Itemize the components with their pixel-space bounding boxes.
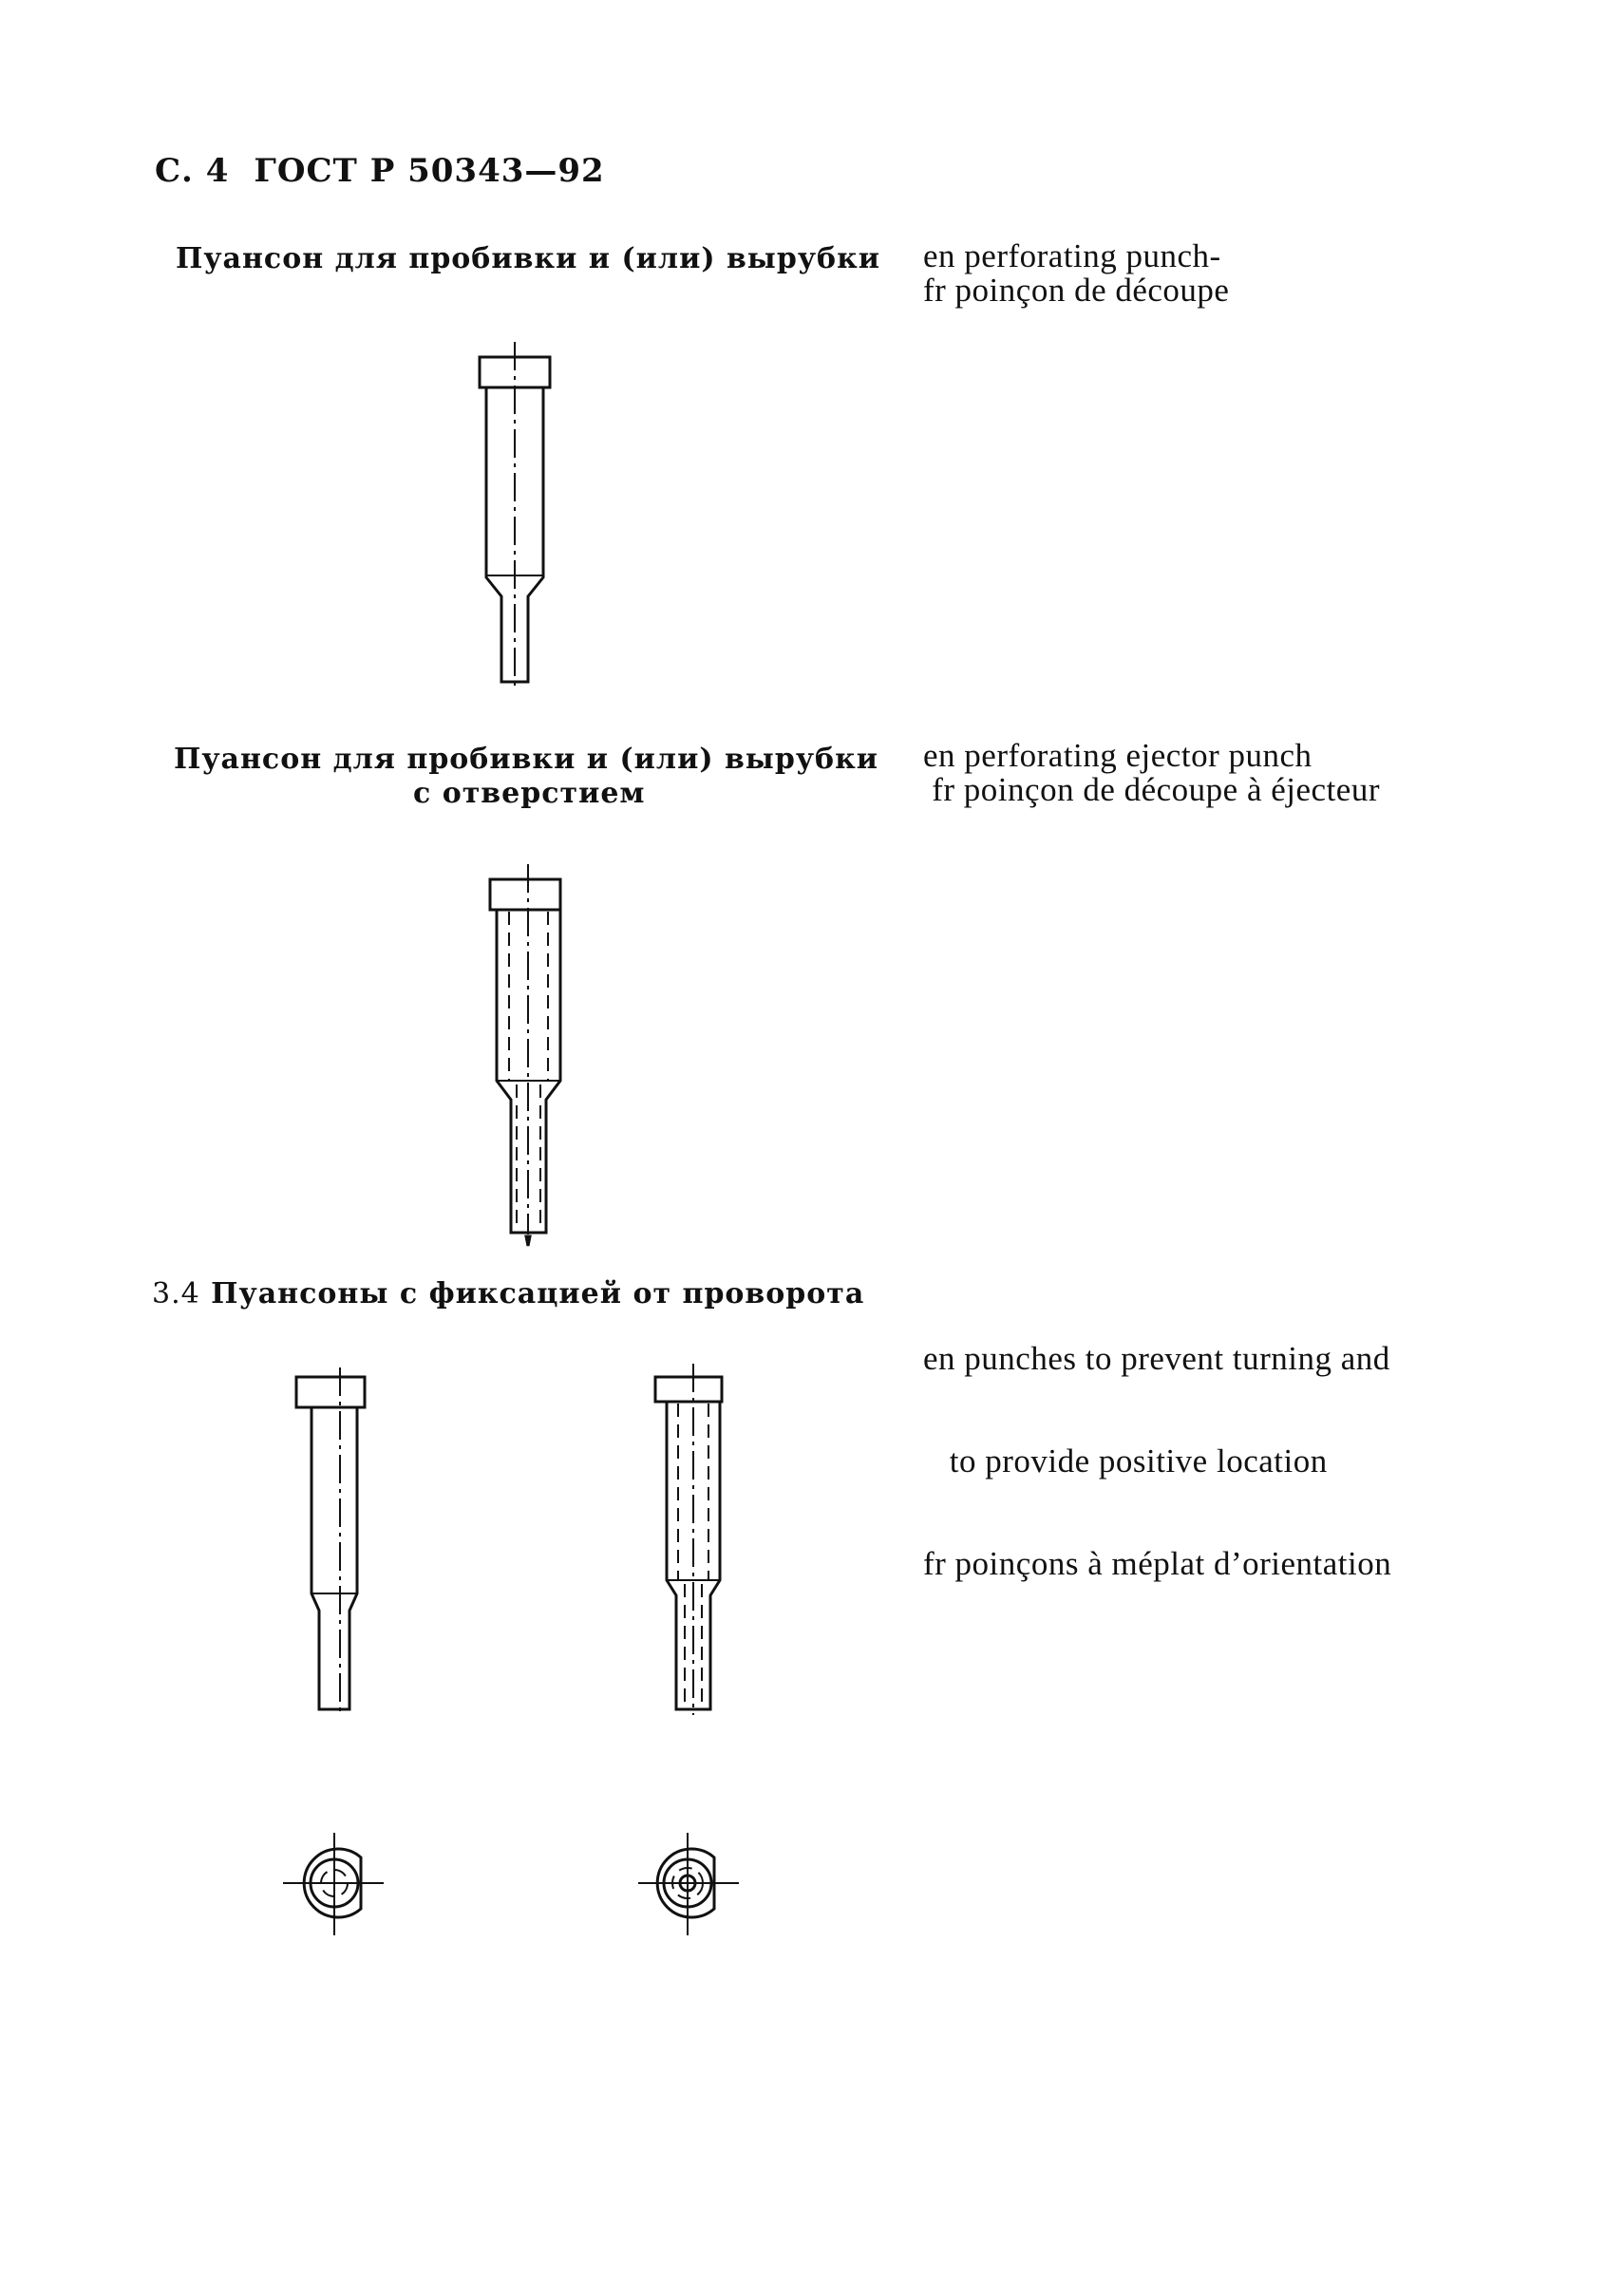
term-3-4-en-line-1: en punches to prevent turning and [923,1340,1390,1377]
term-3-4-fr: fr poinçons à méplat d’orientation [923,1545,1392,1582]
term-3-4-number: 3.4 [152,1277,200,1310]
term-2-fr: fr poinçon de découpe à éjecteur [923,771,1380,808]
anti-rotation-punch-end-view [283,1833,384,1935]
term-2-ru-line-1: Пуансон для пробивки и (или) вырубки [174,743,878,776]
anti-rotation-ejector-punch-end-view [638,1833,739,1935]
term-1-en: en perforating punch- [923,237,1221,274]
anti-rotation-punch-drawing [296,1367,365,1717]
perforating-punch-drawing [480,342,550,691]
term-2-en: en perforating ejector punch [923,737,1312,774]
term-1-fr: fr poinçon de découpe [923,272,1230,309]
anti-rotation-ejector-punch-drawing [655,1364,722,1715]
term-3-4-en-line-2: to provide positive location [923,1442,1328,1480]
standard-number: ГОСТ Р 50343—92 [254,152,605,190]
term-3-4-ru: Пуансоны с фиксацией от проворота [211,1277,865,1310]
term-2-ru-line-2: с отверстием [413,777,646,810]
page-number: С. 4 [155,152,230,190]
perforating-ejector-punch-drawing [490,864,560,1246]
term-1-ru: Пуансон для пробивки и (или) вырубки [176,242,880,275]
